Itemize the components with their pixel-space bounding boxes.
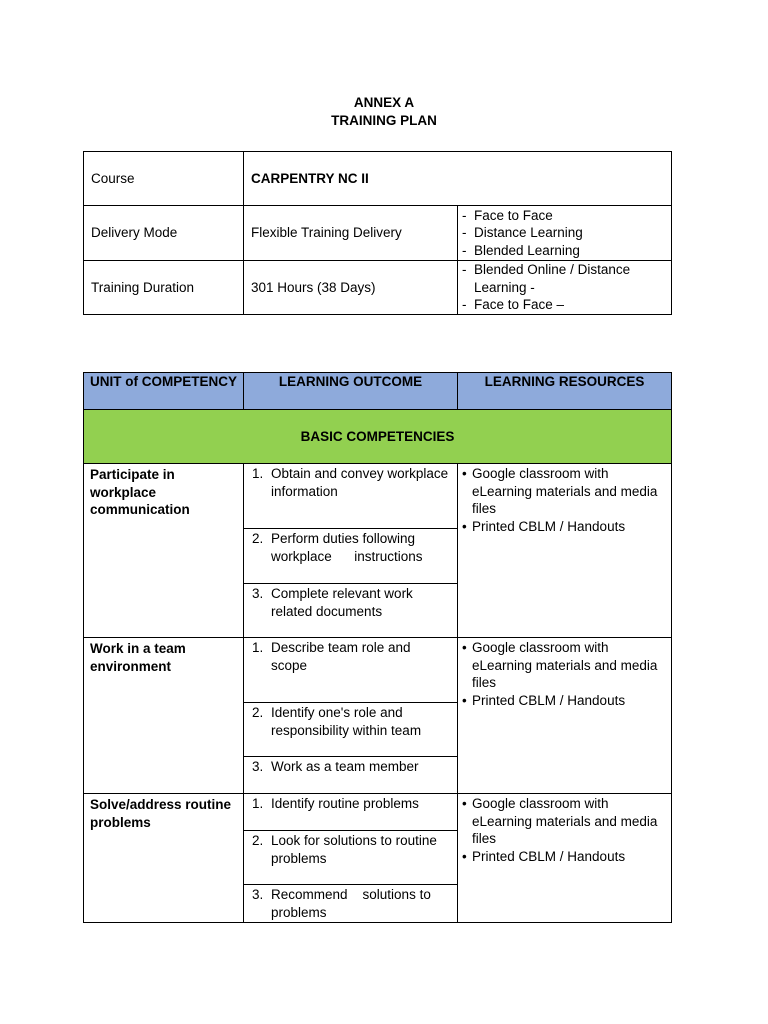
bullet-icon: • <box>462 848 467 864</box>
delivery-mode-value: Flexible Training Delivery <box>244 206 458 261</box>
bullet-icon: • <box>462 518 467 534</box>
training-duration-label: Training Duration <box>84 261 244 315</box>
dash-icon: - <box>462 225 467 241</box>
table-row <box>84 638 672 794</box>
learning-resources <box>458 638 672 794</box>
course-label: Course <box>84 152 244 206</box>
list-item: 3. Complete relevant work related documents <box>244 583 457 637</box>
list-item: 1. Describe team role and scope <box>252 640 411 673</box>
list-item: • Google classroom with eLearning materials and media files <box>462 640 658 690</box>
header-unit: UNIT of COMPETENCY <box>84 373 244 410</box>
list-item: 1. Identify routine problems <box>252 796 419 811</box>
list-item: • Printed CBLM / Handouts <box>462 518 626 534</box>
list-item: 1. Obtain and convey workplace information <box>252 466 449 499</box>
table-row <box>84 464 672 638</box>
bullet-icon: • <box>462 640 467 655</box>
header-resources: LEARNING RESOURCES <box>458 373 672 410</box>
table-header-row <box>84 373 672 410</box>
document-title <box>0 94 768 130</box>
delivery-options-list <box>458 206 672 261</box>
list-item: 2. Identify one's role and responsibility within team <box>244 702 457 756</box>
bullet-icon: • <box>462 466 467 481</box>
list-item: - Distance Learning <box>462 225 583 241</box>
annex-heading: ANNEX A <box>353 95 415 110</box>
course-info-table <box>83 151 672 315</box>
course-row <box>84 152 672 206</box>
dash-icon: - <box>462 242 467 258</box>
list-item: 3. Work as a team member <box>244 756 457 793</box>
learning-outcomes <box>244 464 458 638</box>
list-item: • Printed CBLM / Handouts <box>462 848 626 864</box>
list-item: 2. Perform duties following workplace instructions <box>244 528 457 583</box>
learning-outcomes <box>244 794 458 923</box>
section-row <box>84 410 672 464</box>
training-duration-value: 301 Hours (38 Days) <box>244 261 458 315</box>
bullet-icon: • <box>462 692 467 708</box>
list-item: • Printed CBLM / Handouts <box>462 692 626 708</box>
list-item: • Google classroom with eLearning materials and media files <box>462 466 658 516</box>
learning-outcomes <box>244 638 458 794</box>
list-item: - Blended Learning <box>462 242 580 258</box>
duration-options-list <box>458 261 672 315</box>
dash-icon: - <box>462 207 467 223</box>
list-item: • Google classroom with eLearning materials and media files <box>462 796 658 846</box>
unit-name: Work in a team environment <box>84 638 244 794</box>
delivery-mode-label: Delivery Mode <box>84 206 244 261</box>
competency-table <box>83 372 672 923</box>
list-item: - Face to Face <box>462 207 553 223</box>
dash-icon: - <box>462 297 467 313</box>
bullet-icon: • <box>462 796 467 811</box>
dash-icon: - <box>462 262 467 278</box>
learning-resources <box>458 794 672 923</box>
delivery-mode-row <box>84 206 672 261</box>
list-item: 2. Look for solutions to routine problems <box>244 830 457 884</box>
course-value: CARPENTRY NC II <box>244 152 672 206</box>
learning-resources <box>458 464 672 638</box>
section-title: BASIC COMPETENCIES <box>84 410 672 464</box>
training-duration-row <box>84 261 672 315</box>
list-item: - Face to Face – <box>462 297 565 313</box>
unit-name: Solve/address routine problems <box>84 794 244 923</box>
unit-name: Participate in workplace communication <box>84 464 244 638</box>
training-plan-heading: TRAINING PLAN <box>331 113 437 128</box>
list-item: - Blended Online / Distance Learning - <box>462 262 631 295</box>
list-item: 3. Recommend solutions to problems <box>244 884 457 922</box>
table-row <box>84 794 672 923</box>
header-outcome: LEARNING OUTCOME <box>244 373 458 410</box>
